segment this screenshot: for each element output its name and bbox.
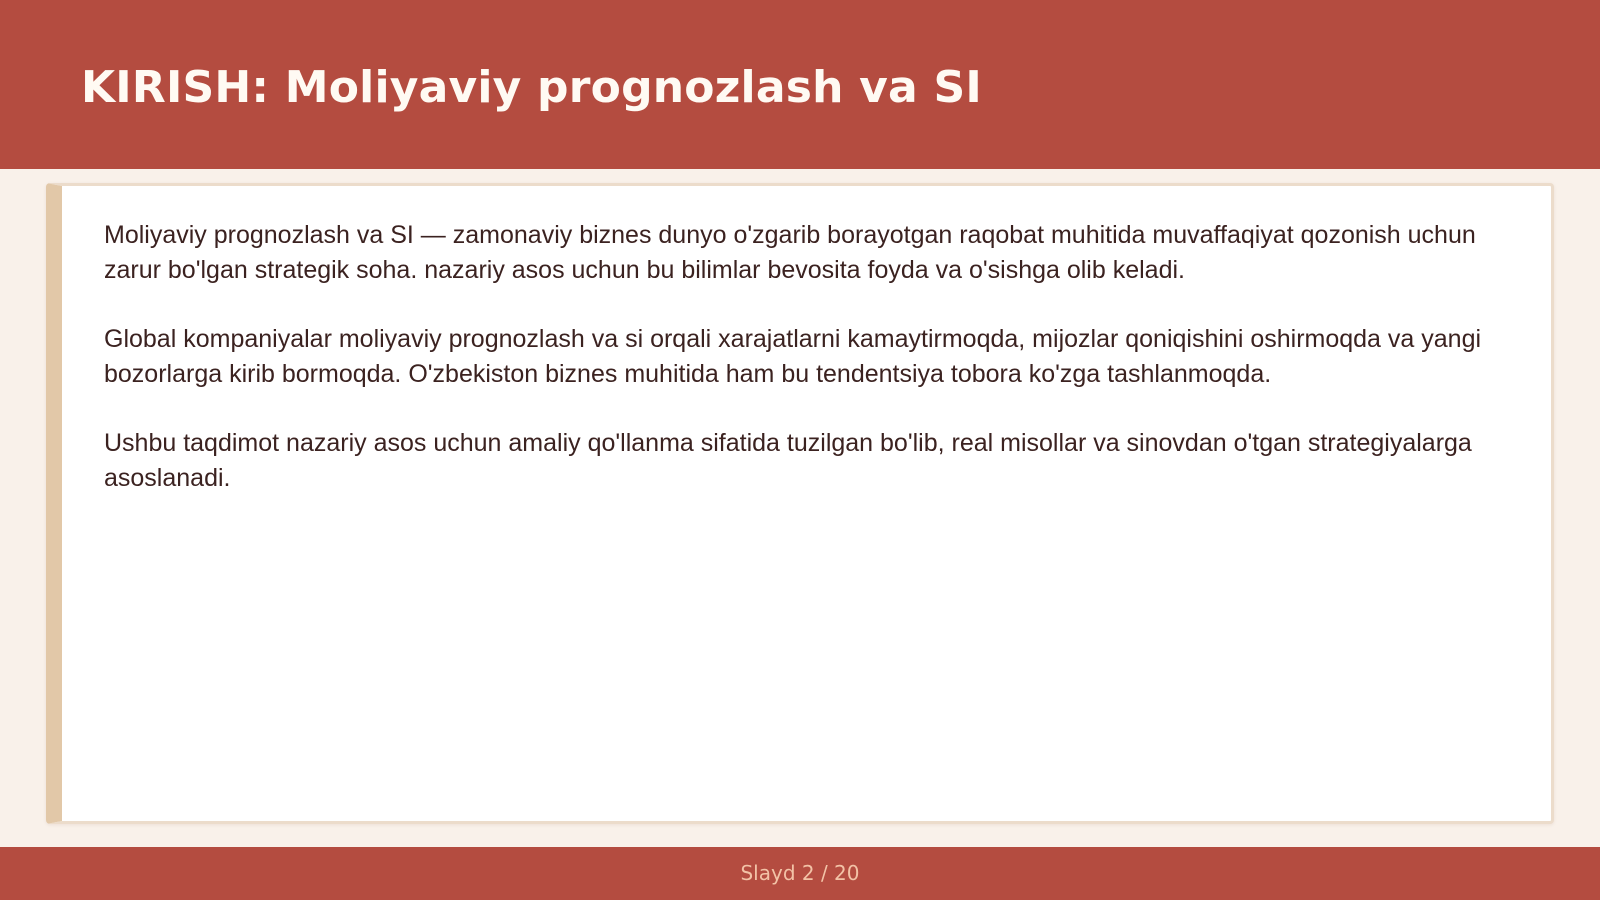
slide-footer <box>0 847 1600 900</box>
paragraph-intro: Moliyaviy prognozlash va SI — zamonaviy biznes dunyo o'zgarib borayotgan raqobat muhitida muvaffaqiyat qozonish uchun zarur bo'lgan strategik soha. nazariy asos uchun bu bilimlar bevosita foyda va o'sishga olib keladi. <box>104 221 1476 284</box>
content-card <box>46 183 1554 824</box>
slide-header <box>0 0 1600 169</box>
paragraph-summary: Ushbu taqdimot nazariy asos uchun amaliy qo'llanma sifatida tuzilgan bo'lib, real misollar va sinovdan o'tgan strategiyalarga asoslanadi. <box>104 429 1472 492</box>
content-body <box>104 218 1524 530</box>
paragraph-global: Global kompaniyalar moliyaviy prognozlash va si orqali xarajatlarni kamaytirmoqda, mijozlar qoniqishini oshirmoqda va yangi bozorlarga kirib bormoqda. O'zbekiston biznes muhitida ham bu tendentsiya tobora ko'zga tashlanmoqda. <box>104 325 1482 388</box>
slide-counter: Slayd 2 / 20 <box>740 861 860 885</box>
slide-title: KIRISH: Moliyaviy prognozlash va SI <box>81 62 982 113</box>
